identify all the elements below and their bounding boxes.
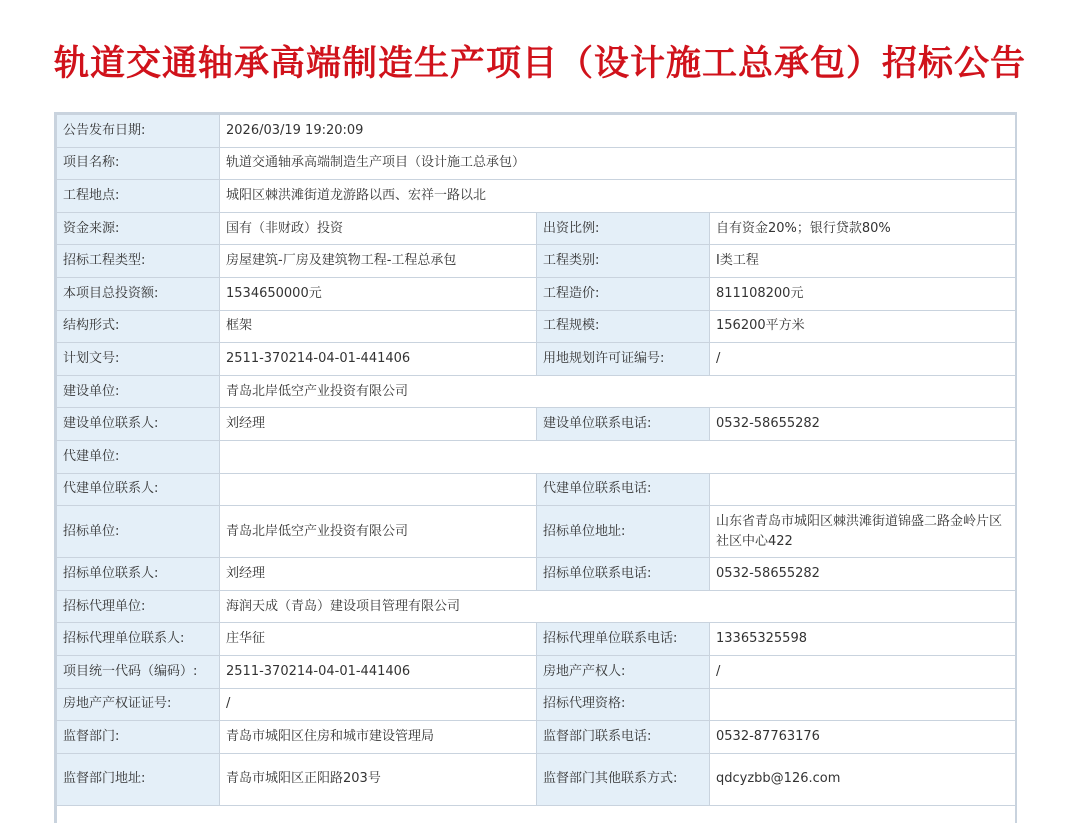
field-label: 工程规模: <box>537 310 710 343</box>
table-row <box>57 180 1016 213</box>
announcement-table-container <box>54 112 1017 823</box>
field-label: 项目统一代码（编码）: <box>57 655 220 688</box>
table-row <box>57 375 1016 408</box>
field-label: 招标单位地址: <box>537 506 710 558</box>
field-value: 0532-58655282 <box>710 408 1016 441</box>
table-row-partial <box>57 805 1016 823</box>
field-value: 156200平方米 <box>710 310 1016 343</box>
field-label: 招标代理单位联系电话: <box>537 623 710 656</box>
field-label: 招标单位联系人: <box>57 558 220 591</box>
field-value: 1534650000元 <box>220 277 537 310</box>
field-value: 青岛北岸低空产业投资有限公司 <box>220 375 1016 408</box>
announcement-table <box>56 114 1016 823</box>
field-label: 出资比例: <box>537 212 710 245</box>
table-row <box>57 147 1016 180</box>
field-label: 代建单位联系电话: <box>537 473 710 506</box>
field-value: 2511-370214-04-01-441406 <box>220 343 537 376</box>
field-value: 海润天成（青岛）建设项目管理有限公司 <box>220 590 1016 623</box>
field-value <box>710 688 1016 721</box>
field-label: 招标代理单位联系人: <box>57 623 220 656</box>
table-row <box>57 245 1016 278</box>
table-row <box>57 688 1016 721</box>
table-row <box>57 506 1016 558</box>
field-value: 青岛市城阳区住房和城市建设管理局 <box>220 721 537 754</box>
field-label: 资金来源: <box>57 212 220 245</box>
field-value: 2026/03/19 19:20:09 <box>220 115 1016 148</box>
field-label: 招标工程类型: <box>57 245 220 278</box>
field-value: 刘经理 <box>220 408 537 441</box>
field-value: 城阳区棘洪滩街道龙游路以西、宏祥一路以北 <box>220 180 1016 213</box>
table-row <box>57 721 1016 754</box>
field-label: 房地产产权证证号: <box>57 688 220 721</box>
field-label: 公告发布日期: <box>57 115 220 148</box>
table-row <box>57 310 1016 343</box>
table-row <box>57 558 1016 591</box>
field-value: 青岛市城阳区正阳路203号 <box>220 753 537 805</box>
field-value <box>710 473 1016 506</box>
field-value <box>220 473 537 506</box>
field-value: 庄华征 <box>220 623 537 656</box>
field-label: 结构形式: <box>57 310 220 343</box>
field-value: 2511-370214-04-01-441406 <box>220 655 537 688</box>
field-label: 监督部门其他联系方式: <box>537 753 710 805</box>
field-value: 框架 <box>220 310 537 343</box>
table-row <box>57 473 1016 506</box>
field-label: 建设单位联系电话: <box>537 408 710 441</box>
field-label: 招标代理资格: <box>537 688 710 721</box>
field-label: 监督部门联系电话: <box>537 721 710 754</box>
field-value: 轨道交通轴承高端制造生产项目（设计施工总承包） <box>220 147 1016 180</box>
field-label: 监督部门地址: <box>57 753 220 805</box>
table-row <box>57 212 1016 245</box>
field-label: 工程造价: <box>537 277 710 310</box>
field-label: 用地规划许可证编号: <box>537 343 710 376</box>
field-label: 建设单位联系人: <box>57 408 220 441</box>
field-label: 招标单位: <box>57 506 220 558</box>
table-row <box>57 753 1016 805</box>
field-value: 房屋建筑-厂房及建筑物工程-工程总承包 <box>220 245 537 278</box>
field-value: 0532-58655282 <box>710 558 1016 591</box>
field-label: 代建单位联系人: <box>57 473 220 506</box>
field-label: 代建单位: <box>57 440 220 473</box>
table-row <box>57 623 1016 656</box>
table-row <box>57 440 1016 473</box>
field-label: 工程地点: <box>57 180 220 213</box>
field-label: 房地产产权人: <box>537 655 710 688</box>
field-value: I类工程 <box>710 245 1016 278</box>
field-value: qdcyzbb@126.com <box>710 753 1016 805</box>
table-row <box>57 655 1016 688</box>
field-label: 监督部门: <box>57 721 220 754</box>
table-cell-empty <box>57 805 1016 823</box>
table-row <box>57 277 1016 310</box>
field-value: / <box>710 655 1016 688</box>
field-value: / <box>710 343 1016 376</box>
table-row <box>57 115 1016 148</box>
field-value: 国有（非财政）投资 <box>220 212 537 245</box>
field-value: 青岛北岸低空产业投资有限公司 <box>220 506 537 558</box>
field-label: 本项目总投资额: <box>57 277 220 310</box>
field-value: / <box>220 688 537 721</box>
field-value: 自有资金20%；银行贷款80% <box>710 212 1016 245</box>
field-value: 0532-87763176 <box>710 721 1016 754</box>
field-label: 建设单位: <box>57 375 220 408</box>
field-value: 刘经理 <box>220 558 537 591</box>
table-row <box>57 590 1016 623</box>
field-label: 招标代理单位: <box>57 590 220 623</box>
field-label: 项目名称: <box>57 147 220 180</box>
field-label: 工程类别: <box>537 245 710 278</box>
page-title: 轨道交通轴承高端制造生产项目（设计施工总承包）招标公告 <box>53 44 1026 84</box>
field-label: 招标单位联系电话: <box>537 558 710 591</box>
field-label: 计划文号: <box>57 343 220 376</box>
field-value: 山东省青岛市城阳区棘洪滩街道锦盛二路金岭片区社区中心422 <box>710 506 1016 558</box>
field-value: 13365325598 <box>710 623 1016 656</box>
field-value: 811108200元 <box>710 277 1016 310</box>
table-row <box>57 408 1016 441</box>
field-value <box>220 440 1016 473</box>
table-row <box>57 343 1016 376</box>
